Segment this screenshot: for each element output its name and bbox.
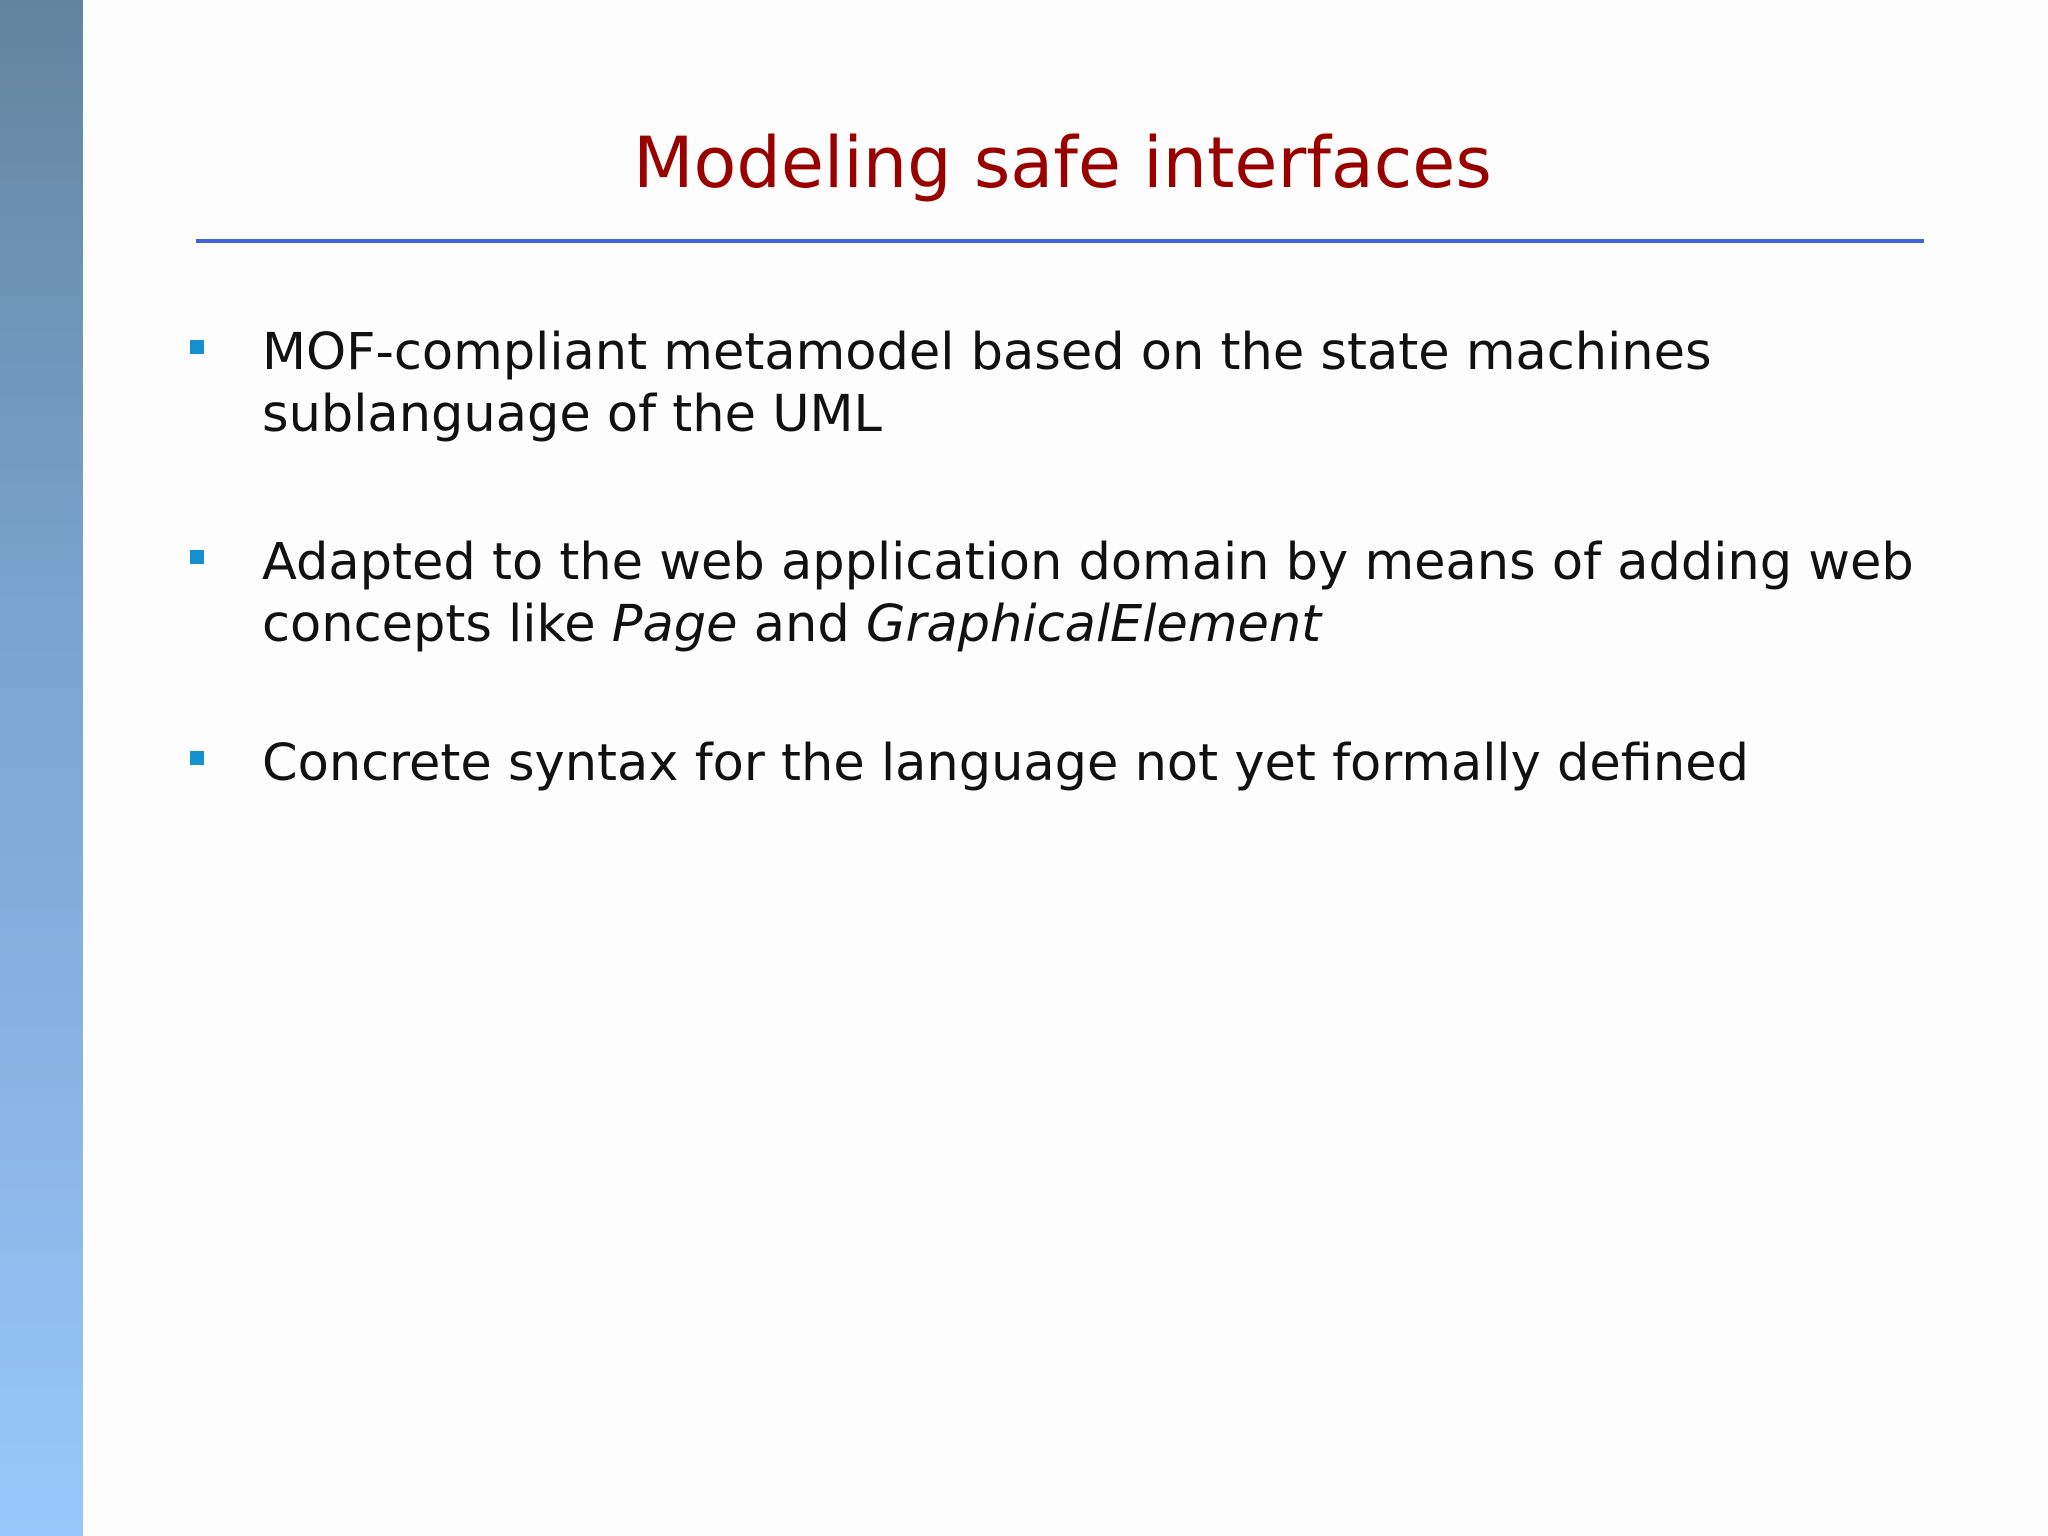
italic-term: Page xyxy=(611,595,738,654)
italic-term: GraphicalElement xyxy=(865,595,1322,654)
square-bullet-icon xyxy=(190,340,204,354)
bullet-line: MOF-compliant metamodel based on the state machines xyxy=(262,323,1712,382)
side-bar xyxy=(0,0,83,1536)
bullet-text xyxy=(262,322,1962,446)
text-run: concepts like xyxy=(262,595,612,654)
title-divider xyxy=(196,239,1924,243)
bullet-line xyxy=(262,594,1962,656)
slide-title: Modeling safe interfaces xyxy=(633,122,1492,204)
square-bullet-icon xyxy=(190,751,204,765)
square-bullet-icon xyxy=(190,550,204,564)
text-run: and xyxy=(737,595,866,654)
bullet-line: Adapted to the web application domain by means of adding web xyxy=(262,533,1914,592)
bullet-text xyxy=(262,532,1962,656)
bullet-text xyxy=(262,733,1962,795)
bullet-line: sublanguage of the UML xyxy=(262,385,882,444)
bullet-line: Concrete syntax for the language not yet formally defined xyxy=(262,734,1749,793)
